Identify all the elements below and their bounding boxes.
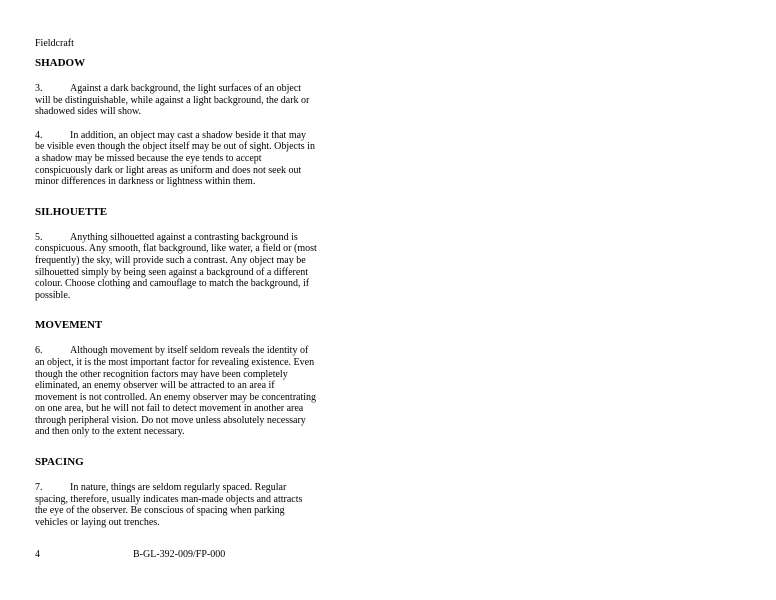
section-title-shadow: SHADOW — [35, 57, 86, 69]
paragraph-number: 4. — [35, 129, 43, 141]
section-title-spacing: SPACING — [35, 456, 84, 469]
paragraph-number: 3. — [35, 83, 43, 94]
paragraph-number: 7. — [35, 482, 43, 494]
paragraph-number: 6. — [35, 345, 43, 357]
section-title-silhouette: SILHOUETTE — [35, 205, 108, 218]
paragraph-text: Anything silhouetted against a contrasting background is conspicuous. Any smooth, flat background, like water, a field or (most frequently) the sky, will provide such a contrast. Any object may be silhouetted simply by being seen against a background of a different colour. Choose clothing and camouflage to match the background, if possible. — [35, 231, 317, 301]
paragraph-text: Although movement by itself seldom reveals the identity of an object, it is the most important factor for revealing existence. Even though the other recognition factors may have been completely eliminated, an enemy observer will be attracted to an area if movement is not controlled. An enemy observer may be concentrating on one area, but he will not fail to detect movement in another area through peripheral vision. Do not move unless absolutely necessary and then only to the extent necessary. — [35, 345, 317, 438]
page-number: 4 — [35, 549, 40, 560]
paragraph-5 — [35, 232, 317, 302]
paragraph-3 — [35, 83, 317, 118]
paragraph-6 — [35, 345, 317, 438]
section-title-movement: MOVEMENT — [35, 319, 103, 332]
document-page — [35, 38, 317, 528]
paragraph-text: In addition, an object may cast a shadow beside it that may be visible even though the object itself may be out of sight. Objects in a shadow may be missed because the eye tends to accept conspicuously dark or light areas as uniform and does not seek out minor differences in darkness or lightness within them. — [35, 129, 315, 188]
document-id: B-GL-392-009/FP-000 — [133, 549, 226, 560]
paragraph-7 — [35, 482, 317, 528]
paragraph-text: Against a dark background, the light surfaces of an object will be distinguishable, while against a light background, the dark or shadowed sides will show. — [35, 83, 310, 118]
paragraph-4 — [35, 130, 317, 188]
paragraph-number: 5. — [35, 231, 43, 243]
paragraph-text: In nature, things are seldom regularly spaced. Regular spacing, therefore, usually indicates man-made objects and attracts the eye of the observer. Be conscious of spacing when parking vehicles or laying out trenches. — [35, 482, 303, 528]
running-header: Fieldcraft — [35, 38, 74, 49]
